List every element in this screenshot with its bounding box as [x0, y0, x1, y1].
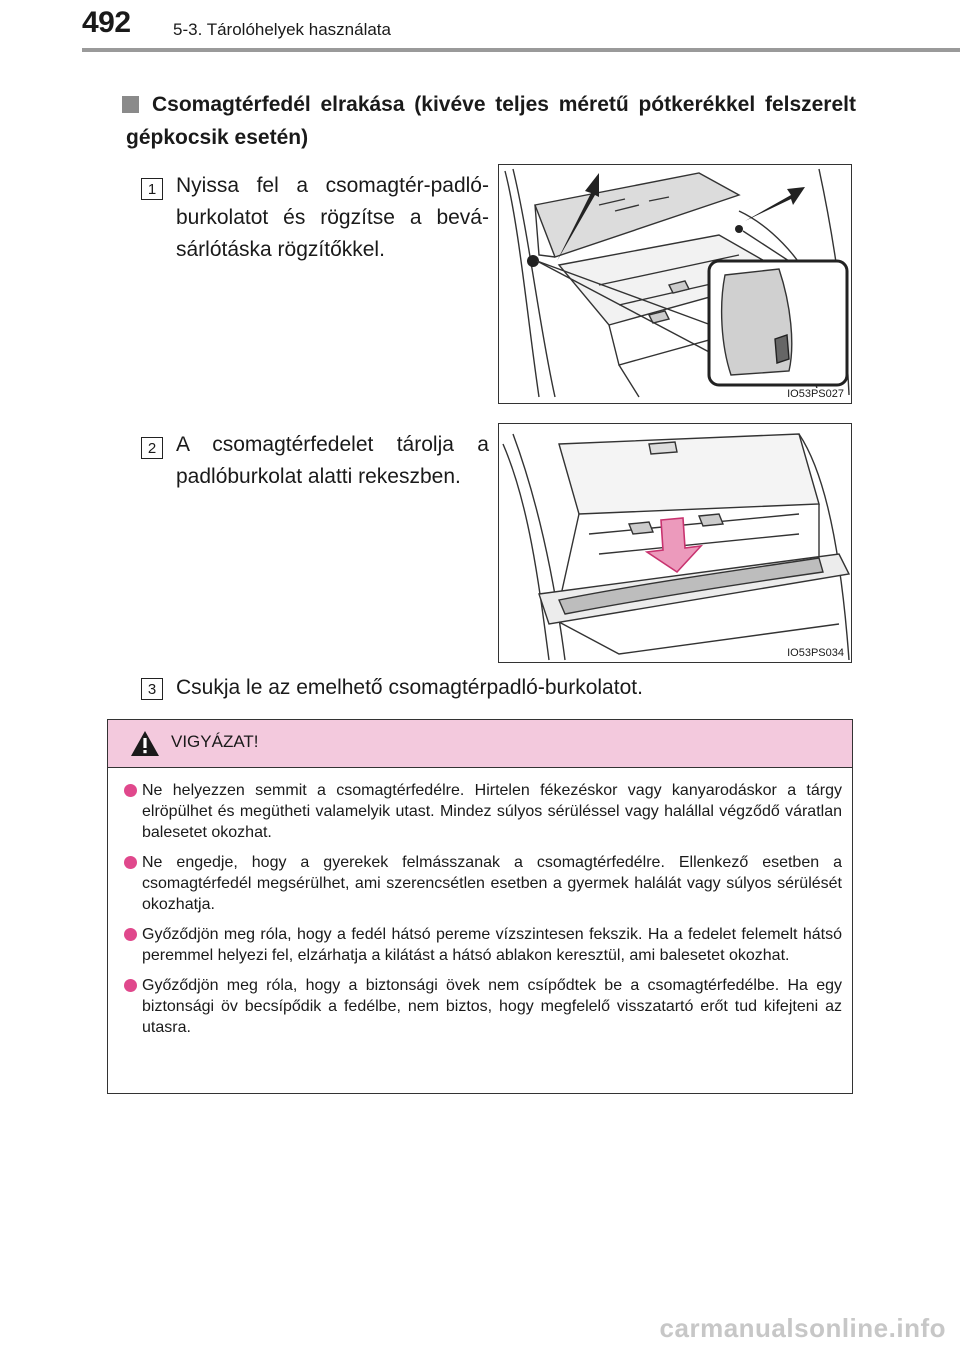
section-heading	[126, 88, 856, 154]
step-1-number: 1	[141, 178, 163, 200]
trunk-floor-illustration	[499, 424, 852, 663]
step-1-figure	[498, 164, 852, 404]
page-number: 492	[82, 6, 131, 39]
warning-item	[142, 852, 842, 915]
figure-1-label: IO53PS027	[787, 388, 844, 400]
warning-item	[142, 924, 842, 966]
step-2-text: A csomagtérfedelet tárolja a padlóburkolat alatti rekeszben.	[176, 433, 489, 488]
trunk-open-illustration	[499, 165, 852, 404]
step-1-text: Nyissa fel a csomagtér-padlóburkolatot és rögzítse a bevásárlótáska rögzítőkkel.	[176, 174, 489, 261]
warning-list	[108, 780, 854, 1047]
warning-item	[142, 975, 842, 1038]
bullet-dot-icon	[124, 856, 137, 869]
section-title: 5-3. Tárolóhelyek használata	[173, 20, 391, 39]
warning-item-text: Ne helyezzen semmit a csomagtérfedélre. Hirtelen fékezéskor vagy kanyarodáskor a tárgy elröpülhet és megütheti valamelyik utast. Mindez súlyos sérüléssel vagy halállal végződő váratlan balesetet okozhat.	[142, 782, 842, 841]
step-2-figure	[498, 423, 852, 663]
watermark: carmanualsonline.info	[659, 1313, 946, 1343]
step-2-number: 2	[141, 437, 163, 459]
warning-box	[107, 719, 853, 1094]
bullet-dot-icon	[124, 928, 137, 941]
figure-2-label: IO53PS034	[787, 647, 844, 659]
bullet-dot-icon	[124, 979, 137, 992]
bullet-dot-icon	[124, 784, 137, 797]
warning-triangle-icon	[130, 730, 160, 757]
heading-square-icon	[122, 96, 139, 113]
warning-item	[142, 780, 842, 843]
warning-title: VIGYÁZAT!	[171, 732, 259, 751]
step-3-number: 3	[141, 678, 163, 700]
heading-text: Csomagtérfedél elrakása (kivéve teljes méretű pótkerékkel felszerelt gépkocsik esetén)	[126, 93, 856, 149]
header-divider	[82, 48, 960, 52]
warning-item-text: Győződjön meg róla, hogy a biztonsági övek nem csípődtek be a csomagtérfedélbe. Ha egy biztonsági öv becsípődik a fedélbe, nem biztos, hogy megfelelő visszatartó erőt tud kifejteni az utasra.	[142, 977, 842, 1036]
warning-header	[108, 720, 852, 768]
warning-item-text: Ne engedje, hogy a gyerekek felmásszanak a csomagtérfedélre. Ellenkező esetben a csomagtérfedél megsérülhet, ami szerencsétlen esetben a gyermek halálát vagy súlyos sérülését okozhatja.	[142, 854, 842, 913]
warning-item-text: Győződjön meg róla, hogy a fedél hátsó pereme vízszintesen fekszik. Ha a fedelet felemelt hátsó peremmel helyezi fel, elzárhatja a kilátást a hátsó ablakon keresztül, ami balesetet okozhat.	[142, 926, 842, 964]
step-3-text: Csukja le az emelhető csomagtérpadló-burkolatot.	[176, 676, 643, 699]
